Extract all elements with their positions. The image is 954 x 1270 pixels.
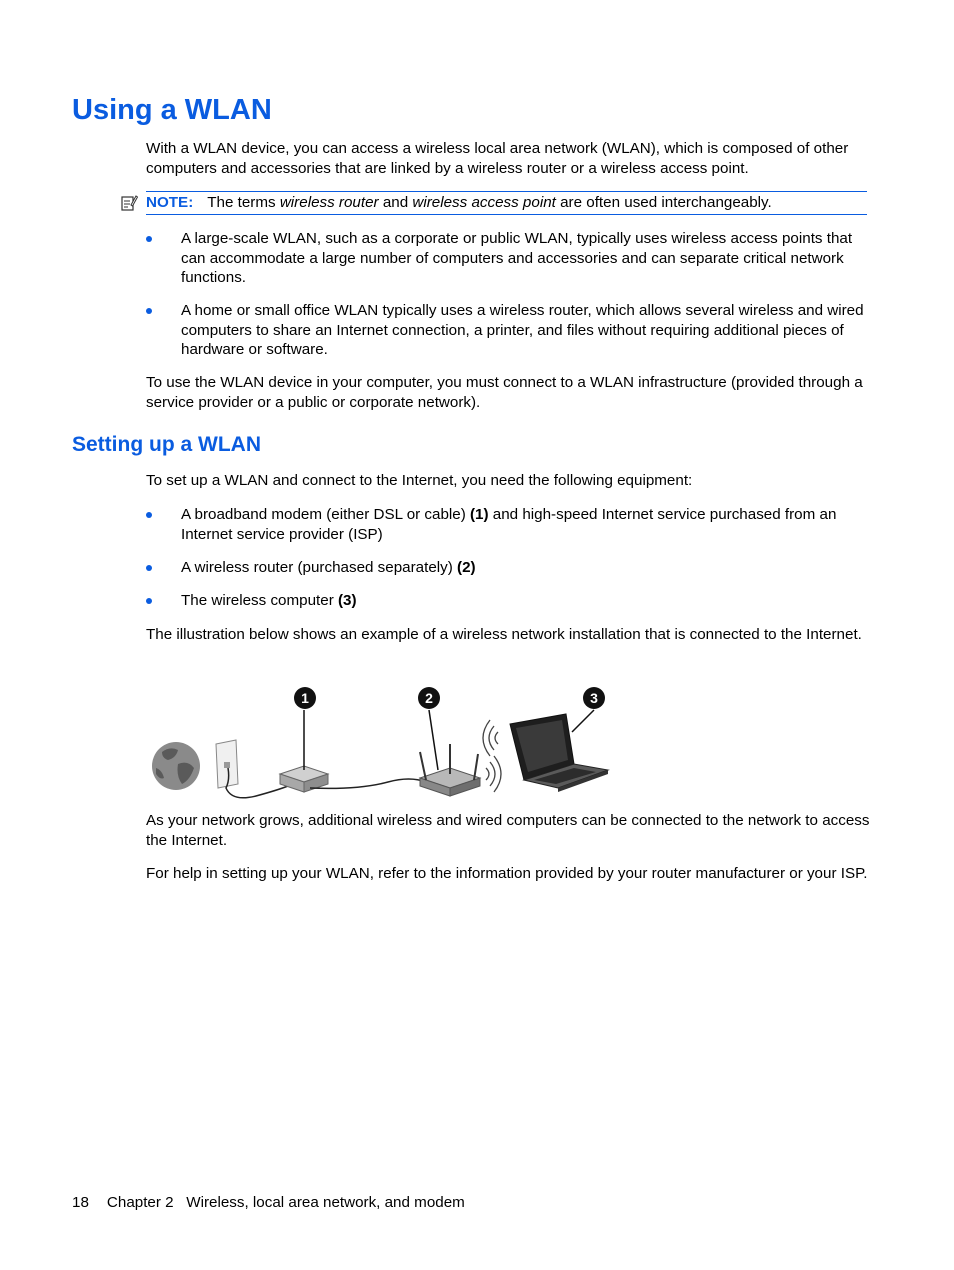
list-item-text: The wireless computer (3) xyxy=(181,592,357,609)
wireless-signal-icon xyxy=(486,756,501,792)
page-title: Using a WLAN xyxy=(72,94,272,126)
callout-3 xyxy=(583,687,605,709)
help-paragraph: For help in setting up your WLAN, refer to the information provided by your router manufacturer or your ISP. xyxy=(146,865,868,882)
note-icon xyxy=(120,194,138,212)
callout-ref-2: (2) xyxy=(457,559,476,576)
note-text-2: and xyxy=(378,194,413,211)
callout-1 xyxy=(294,687,316,709)
svg-text:3: 3 xyxy=(590,690,598,706)
laptop-icon xyxy=(510,714,608,792)
list-item-text: A broadband modem (either DSL or cable) (1) and high-speed Internet service purchased from an Internet service provider (ISP) xyxy=(181,506,837,543)
network-grows-paragraph: As your network grows, additional wireless and wired computers can be connected to the network to access the Internet. xyxy=(146,812,870,849)
list-item xyxy=(146,229,872,288)
list-item xyxy=(146,505,872,544)
callout-ref-3: (3) xyxy=(338,592,357,609)
note-text-3: are often used interchangeably. xyxy=(555,194,772,211)
section-heading: Setting up a WLAN xyxy=(72,433,261,456)
note-text-1: The terms xyxy=(207,194,280,211)
illustration-intro-paragraph: The illustration below shows an example of a wireless network installation that is connected to the Internet. xyxy=(146,626,862,643)
bullet-dot xyxy=(146,598,152,604)
setup-intro-paragraph: To set up a WLAN and connect to the Internet, you need the following equipment: xyxy=(146,472,693,489)
bullet-dot xyxy=(146,565,152,571)
svg-text:2: 2 xyxy=(425,690,433,706)
router-icon xyxy=(420,744,480,796)
chapter-title: Chapter 2 Wireless, local area network, and modem xyxy=(106,1194,465,1211)
list-item-text: A large-scale WLAN, such as a corporate or public WLAN, typically uses wireless access points that can accommodate a large number of computers and accessories and can separate critical network functions. xyxy=(181,230,853,286)
bullet-dot xyxy=(146,236,152,242)
page-footer xyxy=(72,1193,465,1212)
bullet-dot xyxy=(146,308,152,314)
bullet-dot xyxy=(146,512,152,518)
page-number: 18 xyxy=(72,1194,89,1211)
wall-jack-icon xyxy=(216,740,238,788)
list-item xyxy=(146,301,872,360)
note-term-access-point: wireless access point xyxy=(412,194,556,211)
wlan-illustration xyxy=(148,684,612,804)
note-box xyxy=(146,191,867,215)
list-item-text: A home or small office WLAN typically uses a wireless router, which allows several wireless and wired computers to share an Internet connection, a printer, and files without requiring additional pieces of hardware or software. xyxy=(181,302,864,358)
svg-text:1: 1 xyxy=(301,690,309,706)
wireless-signal-icon xyxy=(483,720,498,756)
list-item xyxy=(146,558,872,578)
globe-icon xyxy=(152,742,200,790)
intro-paragraph: With a WLAN device, you can access a wireless local area network (WLAN), which is composed of other computers and accessories that are linked by a wireless router or a wireless access point. xyxy=(146,140,849,177)
note-term-router: wireless router xyxy=(279,194,379,211)
list-item xyxy=(146,591,872,611)
callout-2 xyxy=(418,687,440,709)
callout-ref-1: (1) xyxy=(470,506,489,523)
list-item-text: A wireless router (purchased separately) (2) xyxy=(181,559,476,576)
note-label: NOTE: xyxy=(146,194,194,211)
infrastructure-paragraph: To use the WLAN device in your computer, you must connect to a WLAN infrastructure (provided through a service provider or a public or corporate network). xyxy=(146,374,863,411)
